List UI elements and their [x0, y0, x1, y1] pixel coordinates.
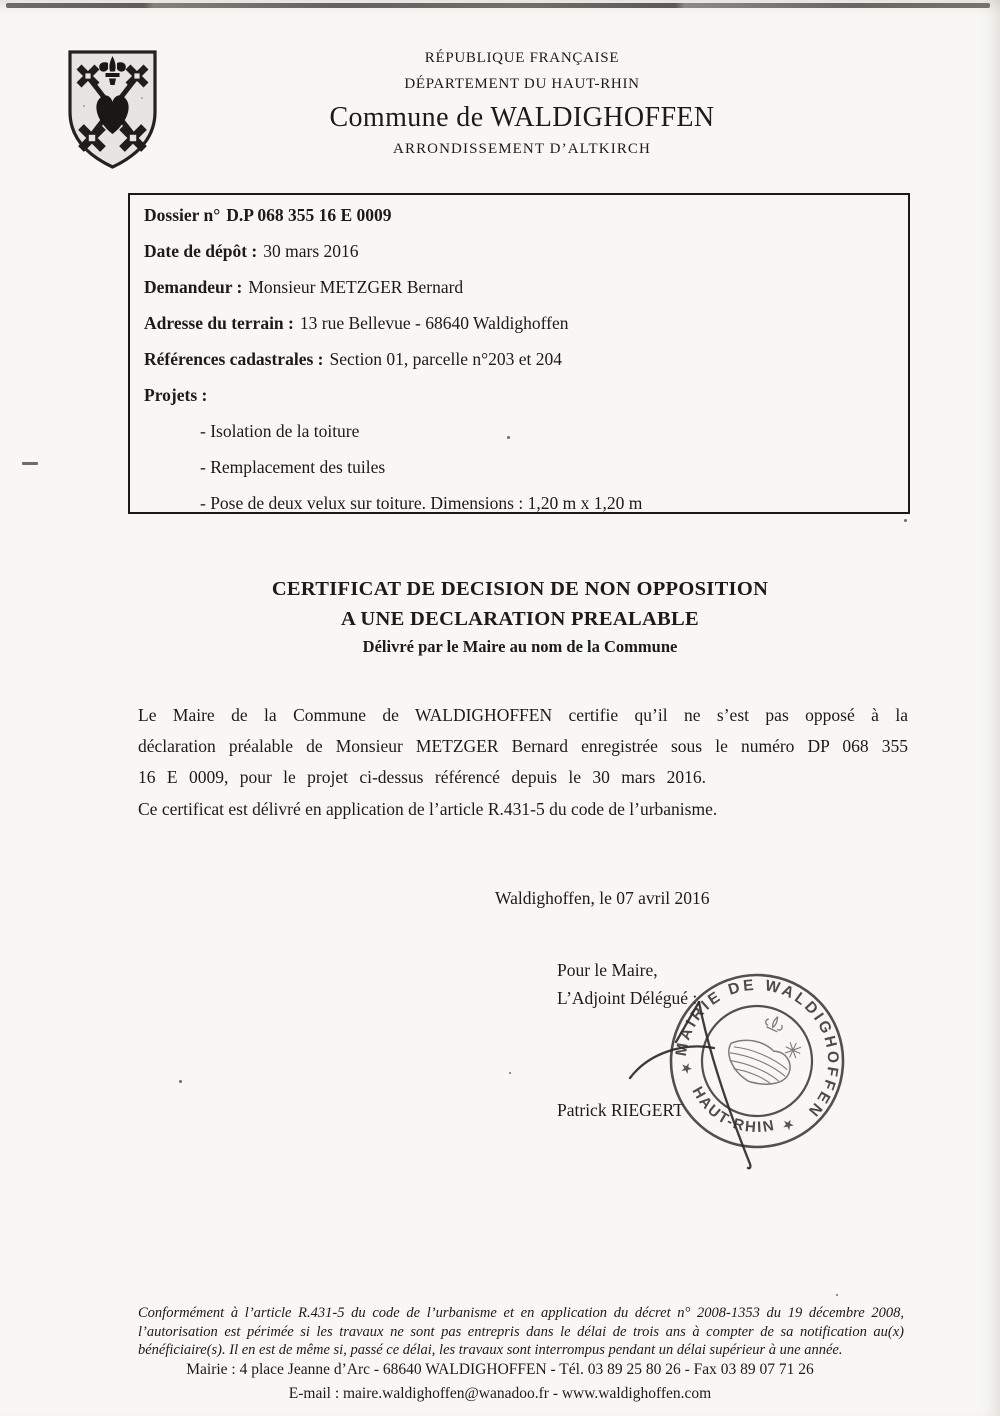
dossier-number-value: D.P 068 355 16 E 0009: [226, 205, 392, 225]
dossier-number-label: Dossier n°: [144, 205, 221, 225]
commune-title: Commune de WALDIGHOFFEN: [329, 102, 715, 133]
deposit-date-label: Date de dépôt :: [144, 241, 258, 261]
project-item: - Remplacement des tuiles: [200, 457, 386, 477]
mairie-address-line: Mairie : 4 place Jeanne d’Arc - 68640 WALDIGHOFFEN - Tél. 03 89 25 80 26 - Fax 03 89 07 71 26: [186, 1361, 814, 1378]
project-item: - Pose de deux velux sur toiture. Dimensions : 1,20 m x 1,20 m: [200, 493, 643, 513]
certificate-subtitle: Délivré par le Maire au nom de la Commune: [362, 637, 678, 656]
certification-paragraph: Le Maire de la Commune de WALDIGHOFFEN certifie qu’il ne s’est pas opposé à la déclaration préalable de Monsieur METZGER Bernard enregistrée sous le numéro DP 068 355 16 E 0009, pour le projet ci-dessus référencé depuis le 30 mars 2016.: [138, 705, 908, 787]
site-address-value: 13 rue Bellevue - 68640 Waldighoffen: [299, 313, 569, 333]
applicant-label: Demandeur :: [144, 277, 243, 297]
dossier-number-row: [144, 205, 894, 226]
cadastral-refs-value: Section 01, parcelle n°203 et 204: [329, 349, 562, 369]
scan-speck: [179, 1080, 182, 1083]
scan-speck: [22, 462, 38, 465]
scan-speck: [507, 436, 510, 439]
stamp-ring-text: MAIRIE DE WALDIGHOFFEN: [672, 976, 842, 1122]
letterhead: [44, 50, 1000, 158]
deposit-date-value: 30 mars 2016: [263, 241, 359, 261]
for-mayor-line: Pour le Maire,: [557, 960, 658, 980]
stamp-star-left-icon: ★: [677, 1058, 696, 1079]
scan-speck: [836, 1294, 838, 1296]
dossier-info-box: [128, 193, 910, 514]
signer-name: Patrick RIEGERT: [557, 1100, 684, 1120]
cadastral-refs-label: Références cadastrales :: [144, 349, 324, 369]
stamp-bottom-text: HAUT-RHIN: [688, 1083, 778, 1137]
handwritten-signature: [600, 986, 800, 1186]
place-date-line: Waldighoffen, le 07 avril 2016: [495, 888, 710, 908]
cadastral-refs-row: [144, 349, 894, 370]
certificate-title-line1: CERTIFICAT DE DECISION DE NON OPPOSITION: [271, 578, 769, 600]
project-item: - Isolation de la toiture: [200, 421, 360, 441]
site-address-row: [144, 313, 894, 334]
deposit-date-row: [144, 241, 894, 262]
mairie-email-line: E-mail : maire.waldighoffen@wanadoo.fr - www.waldighoffen.com: [288, 1385, 712, 1402]
legal-fine-print: Conformément à l’article R.431-5 du code de l’urbanisme et en application du décret n° 2008-1353 du 19 décembre 2008, l’autorisation est périmée si les travaux ne sont pas entrepris dans le délai de trois ans à compter de sa notification au(x) bénéficiaire(s). Il en est de même si, passé ce délai, les travaux sont interrompus pendant un délai supérieur à une année.: [138, 1305, 904, 1358]
applicant-value: Monsieur METZGER Bernard: [248, 277, 464, 297]
certificate-title-block: [40, 574, 1000, 657]
legal-basis-paragraph: Ce certificat est délivré en application de l’article R.431-5 du code de l’urbanisme.: [138, 799, 718, 819]
site-address-label: Adresse du terrain :: [144, 313, 294, 333]
scan-speck: [509, 1072, 511, 1074]
scan-artifact-top-edge: [6, 3, 990, 8]
deputy-line: L’Adjoint Délégué :: [557, 988, 698, 1008]
projects-label: Projets :: [144, 385, 208, 405]
applicant-row: [144, 277, 894, 298]
certificate-title-line2: A UNE DECLARATION PREALABLE: [341, 608, 699, 630]
stamp-star-right-icon: ★: [778, 1115, 798, 1136]
department-line: DÉPARTEMENT DU HAUT-RHIN: [404, 76, 640, 92]
republic-line: RÉPUBLIQUE FRANÇAISE: [424, 50, 620, 66]
scan-speck: [904, 519, 907, 522]
arrondissement-line: ARRONDISSEMENT D’ALTKIRCH: [393, 141, 651, 157]
